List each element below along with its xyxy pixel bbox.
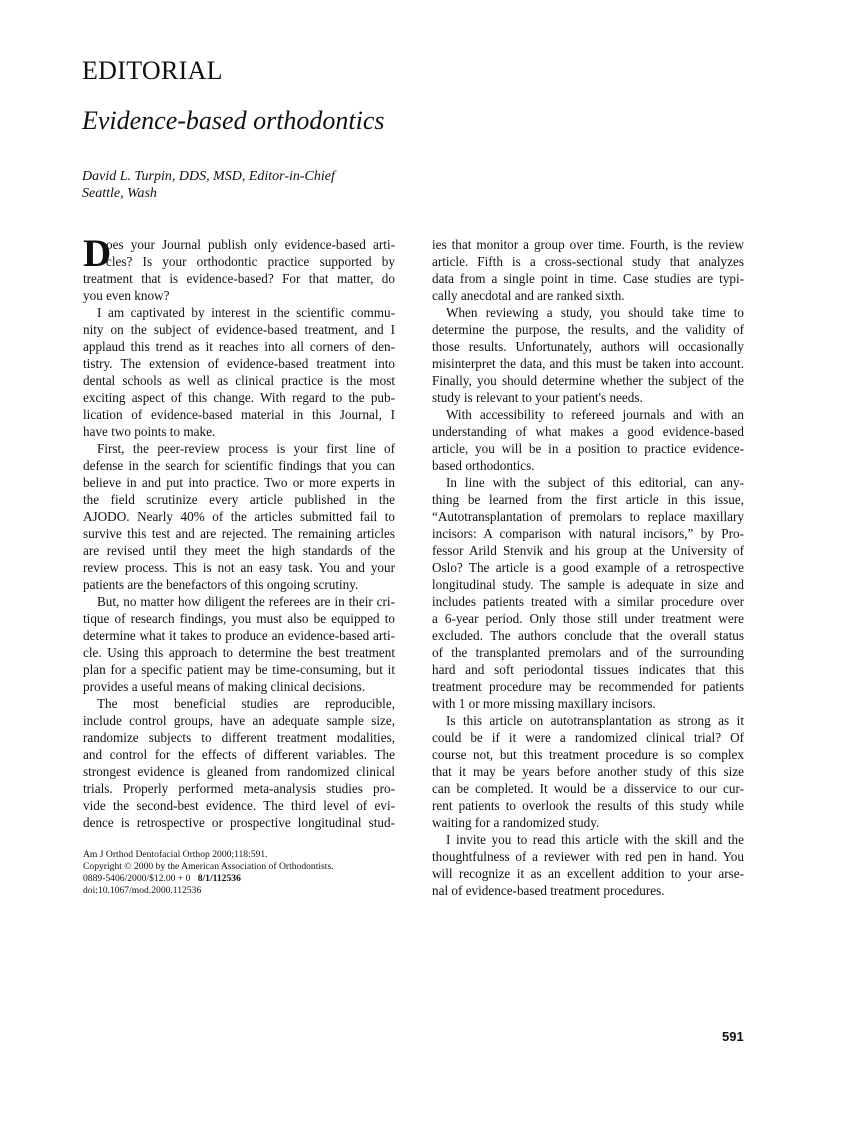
- text-line: nity on the subject of evidence-based treatment, and I: [83, 322, 395, 337]
- drop-cap: D: [83, 232, 112, 275]
- text-line: applaud this trend as it reaches into all corners of den-: [83, 339, 395, 354]
- text-line: based orthodontics.: [432, 458, 535, 473]
- text-line: data from a single point in time. Case studies are typi-: [432, 271, 744, 286]
- text-line: “Autotransplantation of premolars to replace maxillary: [432, 509, 744, 524]
- left-column: [83, 232, 395, 831]
- text-line: excluded. The authors conclude that the overall status: [432, 628, 744, 643]
- text-line: course not, but this treatment procedure is so complex: [432, 747, 744, 762]
- text-line: strongest evidence is gleaned from randomized clinical: [83, 764, 395, 779]
- section-heading: EDITORIAL: [82, 56, 223, 85]
- text-line: understanding of what makes a good evidence-based: [432, 424, 744, 439]
- text-line: review process. This is not an easy task. You and your: [83, 560, 395, 575]
- copyright: Copyright © 2000 by the American Association of Orthodontists.: [83, 861, 334, 872]
- paragraph: [83, 695, 395, 831]
- paragraph: [432, 304, 744, 406]
- text-line: dence is retrospective or prospective longitudinal stud-: [83, 815, 395, 830]
- text-line: In line with the subject of this editorial, can any-: [446, 475, 744, 490]
- text-line: randomize subjects to different treatment modalities,: [83, 730, 395, 745]
- text-line: vide the second-best evidence. The third level of evi-: [83, 798, 395, 813]
- text-line: includes patients treated with a similar procedure over: [432, 594, 744, 609]
- text-line: the field scrutinize every article published in the: [83, 492, 395, 507]
- text-line: longitudinal study. The sample is adequate in size and: [432, 577, 744, 592]
- right-column: [432, 236, 744, 899]
- paragraph: [83, 593, 395, 695]
- paragraph: [83, 440, 395, 593]
- text-line: with 1 or more missing maxillary incisors.: [432, 696, 656, 711]
- text-line: But, no matter how diligent the referees are in their cri-: [97, 594, 395, 609]
- article-code: 8/1/112536: [197, 873, 241, 884]
- text-line: waiting for a randomized study.: [432, 815, 600, 830]
- text-line: determine the purpose, the results, and the validity of: [432, 322, 744, 337]
- text-line: treatment procedure may be recommended for patients: [432, 679, 744, 694]
- text-line: believe in and put into practice. Two or more experts in: [83, 475, 395, 490]
- paragraph: [432, 474, 744, 712]
- text-line: study is relevant to your patient's needs.: [432, 390, 643, 405]
- text-line: could be if it were a randomized clinical trial? Of: [432, 730, 744, 745]
- text-line: that it may be years before another study of this size: [432, 764, 744, 779]
- text-line: have two points to make.: [83, 424, 216, 439]
- text-line: of the transplanted premolars and of the surrounding: [432, 645, 744, 660]
- text-line: oes your Journal publish only evidence-based arti-: [106, 237, 395, 252]
- text-line: misinterpret the data, and this must be taken into account.: [432, 356, 744, 371]
- text-line: those results. Unfortunately, authors will occasionally: [432, 339, 744, 354]
- text-line: incisors: A comparison with natural incisors,” by Pro-: [432, 526, 744, 541]
- text-line: tique of research findings, you must also be equipped to: [83, 611, 395, 626]
- text-line: When reviewing a study, you should take time to: [446, 305, 744, 320]
- paragraph: [83, 304, 395, 440]
- text-line: I am captivated by interest in the scientific commu-: [97, 305, 395, 320]
- text-line: cle. Using this approach to determine the best treatment: [83, 645, 395, 660]
- text-line: trials. Properly performed meta-analysis studies pro-: [83, 781, 395, 796]
- text-line: you even know?: [83, 288, 170, 303]
- text-line: I invite you to read this article with the skill and the: [446, 832, 744, 847]
- text-line: Is this article on autotransplantation as strong as it: [446, 713, 744, 728]
- text-line: cally anecdotal and are ranked sixth.: [432, 288, 625, 303]
- text-line: a 6-year period. Only those still under treatment were: [432, 611, 744, 626]
- paragraph: [432, 712, 744, 831]
- article-title: Evidence-based orthodontics: [82, 106, 385, 135]
- text-line: dental schools as well as clinical practice is the most: [83, 373, 395, 388]
- author-location: Seattle, Wash: [82, 186, 157, 201]
- issn: 0889-5406/2000/$12.00 + 0: [83, 873, 191, 884]
- text-line: can be completed. It would be a disservice to our cur-: [432, 781, 744, 796]
- text-line: rent patients to overlook the results of this study while: [432, 798, 744, 813]
- text-line: With accessibility to refereed journals and with an: [446, 407, 744, 422]
- text-line: hard and soft periodontal tissues indicates that this: [432, 662, 744, 677]
- footnote: [83, 849, 334, 897]
- text-line: will recognize it as an excellent addition to your arse-: [432, 866, 744, 881]
- paragraph: [432, 236, 744, 304]
- text-line: patients are the benefactors of this ongoing scrutiny.: [83, 577, 359, 592]
- text-line: plan for a specific patient may be time-consuming, but it: [83, 662, 395, 677]
- text-line: defense in the search for scientific findings that you can: [83, 458, 395, 473]
- text-line: Oslo? The article is a good example of a retrospective: [432, 560, 744, 575]
- text-line: lication of evidence-based material in this Journal, I: [83, 407, 395, 422]
- citation: Am J Orthod Dentofacial Orthop 2000;118:591.: [83, 849, 268, 860]
- text-line: Finally, you should determine whether the subject of the: [432, 373, 744, 388]
- text-line: cles? Is your orthodontic practice supported by: [106, 254, 395, 269]
- text-line: thing be learned from the first article in this issue,: [432, 492, 744, 507]
- page-number: 591: [722, 1029, 744, 1044]
- text-line: ies that monitor a group over time. Fourth, is the review: [432, 237, 744, 252]
- text-line: treatment that is evidence-based? For that matter, do: [83, 271, 395, 286]
- text-line: tistry. The extension of evidence-based treatment into: [83, 356, 395, 371]
- text-line: First, the peer-review process is your first line of: [97, 441, 395, 456]
- text-line: article. Fifth is a cross-sectional study that analyzes: [432, 254, 744, 269]
- text-line: AJODO. Nearly 40% of the articles submitted fail to: [83, 509, 395, 524]
- text-line: and control for the effects of different variables. The: [83, 747, 395, 762]
- text-line: determine what it takes to produce an evidence-based arti-: [83, 628, 395, 643]
- author-name: David L. Turpin, DDS, MSD, Editor-in-Chief: [82, 169, 335, 184]
- author-block: [82, 168, 335, 202]
- text-line: survive this test and are rejected. The remaining articles: [83, 526, 395, 541]
- text-line: are revised until they meet the high standards of the: [83, 543, 395, 558]
- text-line: article, you will be in a position to practice evidence-: [432, 441, 744, 456]
- text-line: fessor Arild Stenvik and his group at the University of: [432, 543, 744, 558]
- text-line: exciting aspect of this change. With regard to the pub-: [83, 390, 395, 405]
- text-line: nal of evidence-based treatment procedures.: [432, 883, 665, 898]
- text-line: thoughtfulness of a reviewer with red pen in hand. You: [432, 849, 744, 864]
- doi: doi:10.1067/mod.2000.112536: [83, 885, 202, 896]
- text-line: include control groups, have an adequate sample size,: [83, 713, 395, 728]
- paragraph: [432, 831, 744, 899]
- text-line: provides a useful means of making clinical decisions.: [83, 679, 365, 694]
- text-line: The most beneficial studies are reproducible,: [97, 696, 395, 711]
- paragraph: [83, 232, 395, 304]
- paragraph: [432, 406, 744, 474]
